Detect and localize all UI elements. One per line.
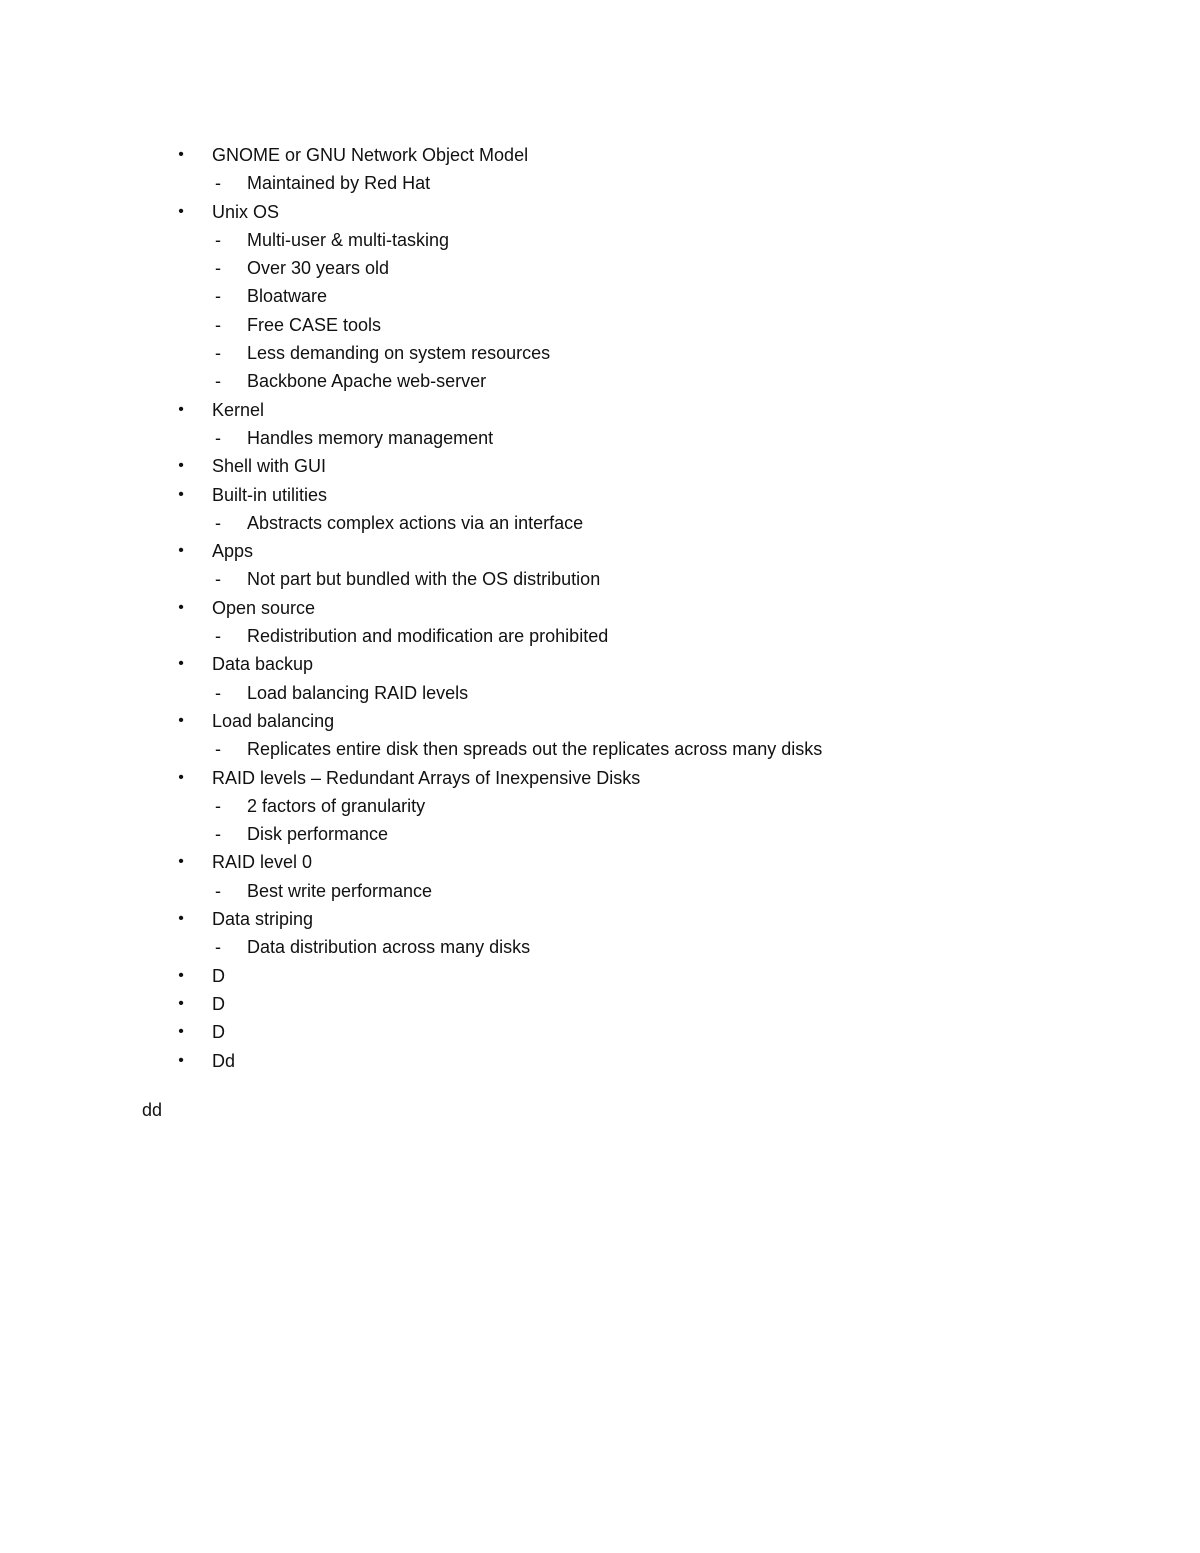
bullet-dot-icon: • — [178, 598, 184, 616]
dash-marker: - — [215, 937, 221, 958]
outline-subitem — [0, 679, 1200, 707]
bullet-dot-icon: • — [178, 655, 184, 673]
bullet-dot-icon: • — [178, 1023, 184, 1041]
bullet-dot-icon: • — [178, 853, 184, 871]
outline-subitem — [0, 367, 1200, 395]
outline-item-text: Dd — [212, 1050, 236, 1071]
bullet-dot-icon: • — [178, 542, 184, 560]
outline-item-text: Built-in utilities — [212, 484, 328, 505]
dash-marker: - — [215, 626, 221, 647]
outline-item-text: Data backup — [212, 654, 314, 675]
outline-item — [0, 962, 1200, 990]
outline-item — [0, 594, 1200, 622]
outline-item-text: Apps — [212, 541, 254, 562]
outline-subitem-text: Multi-user & multi-tasking — [247, 229, 450, 250]
outline-subitem-text: 2 factors of granularity — [247, 795, 426, 816]
dash-marker: - — [215, 427, 221, 448]
outline-item-text: Unix OS — [212, 201, 280, 222]
outline-subitem — [0, 735, 1200, 763]
outline-item-text: D — [212, 965, 225, 986]
outline-item — [0, 452, 1200, 480]
outline-item — [0, 1018, 1200, 1046]
bullet-dot-icon: • — [178, 711, 184, 729]
outline-subitem — [0, 254, 1200, 282]
dash-marker: - — [215, 343, 221, 364]
outline-item — [0, 141, 1200, 169]
outline-item — [0, 1047, 1200, 1075]
dash-marker: - — [215, 739, 221, 760]
outline-subitem — [0, 282, 1200, 310]
outline-item — [0, 905, 1200, 933]
outline-subitem-text: Load balancing RAID levels — [247, 682, 469, 703]
bullet-dot-icon: • — [178, 457, 184, 475]
outline-item-text: Kernel — [212, 399, 265, 420]
dash-marker: - — [215, 795, 221, 816]
outline-subitem — [0, 509, 1200, 537]
outline-item — [0, 650, 1200, 678]
outline-subitem-text: Disk performance — [247, 824, 389, 845]
outline-item — [0, 764, 1200, 792]
bullet-dot-icon: • — [178, 966, 184, 984]
outline-subitem — [0, 169, 1200, 197]
outline-item — [0, 396, 1200, 424]
outline-item-text: RAID levels – Redundant Arrays of Inexpensive Disks — [212, 767, 641, 788]
outline-subitem-text: Redistribution and modification are prohibited — [247, 626, 609, 647]
dash-marker: - — [215, 229, 221, 250]
dash-marker: - — [215, 512, 221, 533]
outline-subitem-text: Maintained by Red Hat — [247, 173, 431, 194]
bullet-dot-icon: • — [178, 400, 184, 418]
outline-subitem-text: Over 30 years old — [247, 258, 390, 279]
outline-subitem — [0, 877, 1200, 905]
dash-marker: - — [215, 173, 221, 194]
bullet-dot-icon: • — [178, 768, 184, 786]
dash-marker: - — [215, 258, 221, 279]
dash-marker: - — [215, 824, 221, 845]
dash-marker: - — [215, 314, 221, 335]
outline-subitem-text: Best write performance — [247, 880, 433, 901]
outline-subitem — [0, 792, 1200, 820]
outline-item-text: D — [212, 1022, 225, 1043]
bullet-dot-icon: • — [178, 485, 184, 503]
outline-subitem-text: Backbone Apache web-server — [247, 371, 487, 392]
outline-item-text: D — [212, 993, 225, 1014]
outline-item — [0, 707, 1200, 735]
bullet-dot-icon: • — [178, 202, 184, 220]
outline-item-text: Open source — [212, 597, 316, 618]
bullet-outline — [0, 141, 1200, 1075]
outline-subitem-text: Handles memory management — [247, 427, 494, 448]
outline-item — [0, 990, 1200, 1018]
dash-marker: - — [215, 569, 221, 590]
outline-subitem — [0, 339, 1200, 367]
outline-subitem-text: Data distribution across many disks — [247, 937, 531, 958]
dash-marker: - — [215, 286, 221, 307]
outline-subitem — [0, 424, 1200, 452]
outline-item-text: GNOME or GNU Network Object Model — [212, 145, 529, 165]
trailing-paragraph: dd — [142, 1100, 163, 1120]
outline-subitem — [0, 933, 1200, 961]
outline-item-text: Shell with GUI — [212, 456, 327, 477]
outline-item — [0, 537, 1200, 565]
outline-subitem — [0, 226, 1200, 254]
outline-subitem-text: Free CASE tools — [247, 314, 382, 335]
outline-subitem-text: Not part but bundled with the OS distribution — [247, 569, 601, 590]
outline-subitem-text: Less demanding on system resources — [247, 343, 551, 364]
outline-subitem-text: Abstracts complex actions via an interface — [247, 512, 584, 533]
bullet-dot-icon: • — [178, 910, 184, 928]
outline-subitem — [0, 311, 1200, 339]
outline-item — [0, 848, 1200, 876]
outline-subitem — [0, 565, 1200, 593]
outline-subitem-text: Replicates entire disk then spreads out the replicates across many disks — [247, 739, 823, 760]
outline-item — [0, 481, 1200, 509]
bullet-dot-icon: • — [178, 994, 184, 1012]
outline-item-text: Load balancing — [212, 710, 335, 731]
dash-marker: - — [215, 682, 221, 703]
bullet-dot-icon: • — [178, 146, 184, 163]
outline-item-text: RAID level 0 — [212, 852, 313, 873]
outline-subitem — [0, 820, 1200, 848]
outline-item — [0, 198, 1200, 226]
bullet-dot-icon: • — [178, 1051, 184, 1069]
outline-subitem-text: Bloatware — [247, 286, 328, 307]
outline-item-text: Data striping — [212, 909, 314, 930]
dash-marker: - — [215, 371, 221, 392]
dash-marker: - — [215, 880, 221, 901]
outline-subitem — [0, 622, 1200, 650]
